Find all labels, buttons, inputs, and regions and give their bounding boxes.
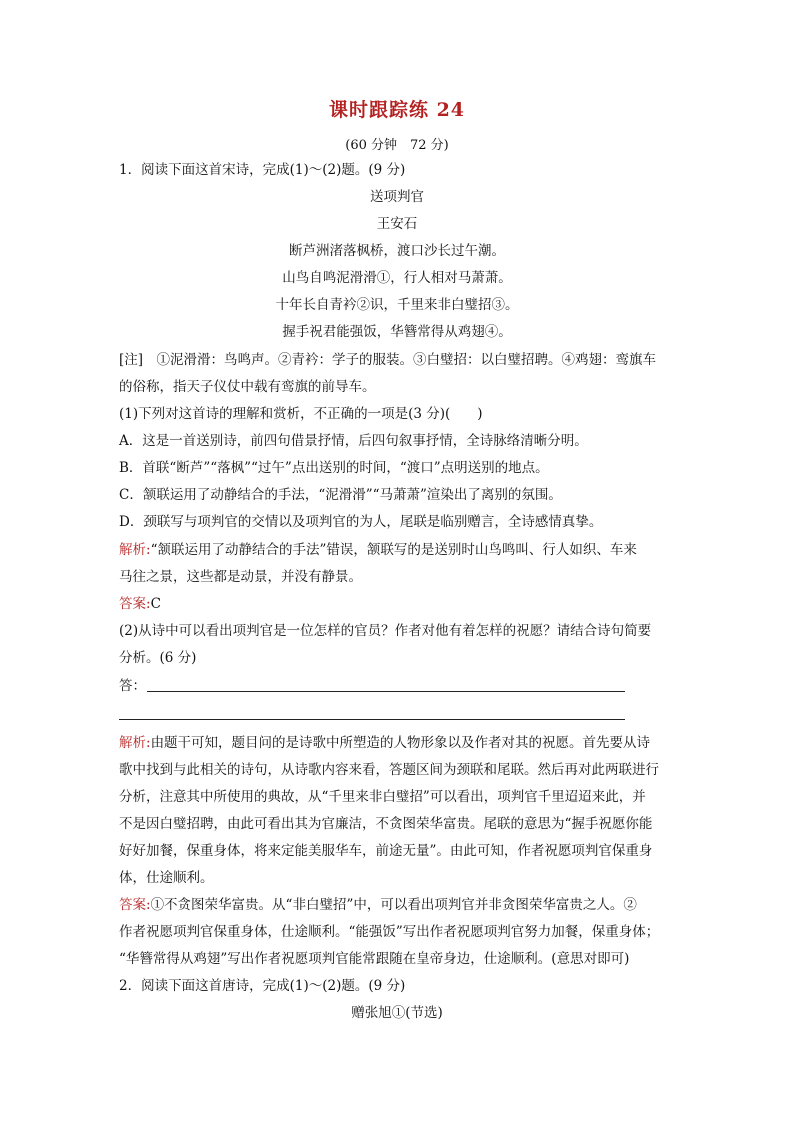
answer-2	[119, 895, 679, 915]
analysis-1	[119, 540, 679, 560]
answer-2-line: 作者祝愿项判官保重身体，仕途顺利。“能强饭”写出作者祝愿项判官努力加餐，保重身体；	[119, 924, 660, 940]
poem-1-notes: [注] ①泥滑滑：鸟鸣声。②青衿：学子的服装。③白璧招：以白璧招聘。④鸡翅：鸾旗车	[119, 352, 657, 368]
analysis-text: “颔联运用了动静结合的手法”错误，颔联写的是送别时山鸟鸣叫、行人如织、车来	[150, 542, 637, 558]
option-d: D．颈联写与项判官的交情以及项判官的为人，尾联是临别赠言，全诗感情真挚。	[119, 514, 603, 530]
analysis-2-line: 分析，注意其中所使用的典故，从“千里来非白璧招”可以看出，项判官千里迢迢来此，并	[119, 789, 646, 805]
analysis-2-line: 不是因白璧招聘，由此可看出其为官廉洁，不贪图荣华富贵。尾联的意思为“握手祝愿你能	[119, 816, 653, 832]
poem-1-line: 断芦洲渚落枫桥，渡口沙长过午潮。	[289, 243, 505, 259]
poem-2-title: 赠张旭①(节选)	[351, 1005, 443, 1021]
answer-1	[119, 594, 679, 614]
poem-1-title: 送项判官	[370, 189, 424, 205]
answer-line	[147, 691, 625, 692]
poem-1-line: 山鸟自鸣泥滑滑①，行人相对马萧萧。	[282, 270, 512, 286]
subquestion-2-stem-cont: 分析。(6 分)	[119, 650, 197, 666]
analysis-text: 由题干可知，题目问的是诗歌中所塑造的人物形象以及作者对其的祝愿。首先要从诗	[150, 735, 651, 751]
analysis-1-cont: 马往之景，这些都是动景，并没有静景。	[119, 569, 362, 585]
analysis-2-line: 歌中找到与此相关的诗句，从诗歌内容来看，答题区间为颈联和尾联。然后再对此两联进行	[119, 762, 659, 778]
question-2-stem: 2．阅读下面这首唐诗，完成(1)～(2)题。(9 分)	[119, 978, 406, 994]
answer-prompt: 答：	[119, 678, 146, 694]
question-1-stem: 1．阅读下面这首宋诗，完成(1)～(2)题。(9 分)	[119, 162, 406, 178]
answer-line	[119, 719, 625, 720]
answer-text: ①不贪图荣华富贵。从“非白璧招”中，可以看出项判官并非贪图荣华富贵之人。②	[150, 897, 637, 913]
analysis-2	[119, 733, 679, 753]
answer-label: 答案:	[119, 897, 151, 913]
analysis-label: 解析:	[119, 735, 151, 751]
page-subtitle: (60 分钟 72 分)	[345, 138, 449, 153]
option-a: A．这是一首送别诗，前四句借景抒情，后四句叙事抒情，全诗脉络清晰分明。	[119, 433, 588, 449]
poem-1-line: 十年长自青衿②识，千里来非白璧招③。	[275, 297, 519, 313]
subquestion-1-stem: (1)下列对这首诗的理解和赏析，不正确的一项是(3 分)( )	[119, 406, 483, 422]
poem-1-notes: 的俗称，指天子仪仗中载有鸾旗的前导车。	[119, 379, 376, 395]
page-title: 课时跟踪练 24	[328, 99, 466, 121]
poem-1-line: 握手祝君能强饭，华簪常得从鸡翅④。	[282, 324, 512, 340]
option-b: B．首联“断芦”“落枫”“过午”点出送别的时间，“渡口”点明送别的地点。	[119, 460, 549, 476]
subquestion-2-stem: (2)从诗中可以看出项判官是一位怎样的官员？作者对他有着怎样的祝愿？请结合诗句简要	[119, 623, 652, 639]
answer-value: C	[150, 596, 161, 612]
poem-1-author: 王安石	[376, 216, 418, 232]
answer-label: 答案:	[119, 596, 151, 612]
answer-2-line: “华簪常得从鸡翅”写出作者祝愿项判官能常跟随在皇帝身边，仕途顺利。(意思对即可)	[119, 951, 630, 967]
analysis-label: 解析:	[119, 542, 151, 558]
analysis-2-line: 好好加餐，保重身体，将来定能美服华车，前途无量”。由此可知，作者祝愿项判官保重身	[119, 843, 653, 859]
option-c: C．颔联运用了动静结合的手法，“泥滑滑”“马萧萧”渲染出了离别的氛围。	[119, 487, 562, 503]
analysis-2-line: 体，仕途顺利。	[119, 870, 214, 886]
